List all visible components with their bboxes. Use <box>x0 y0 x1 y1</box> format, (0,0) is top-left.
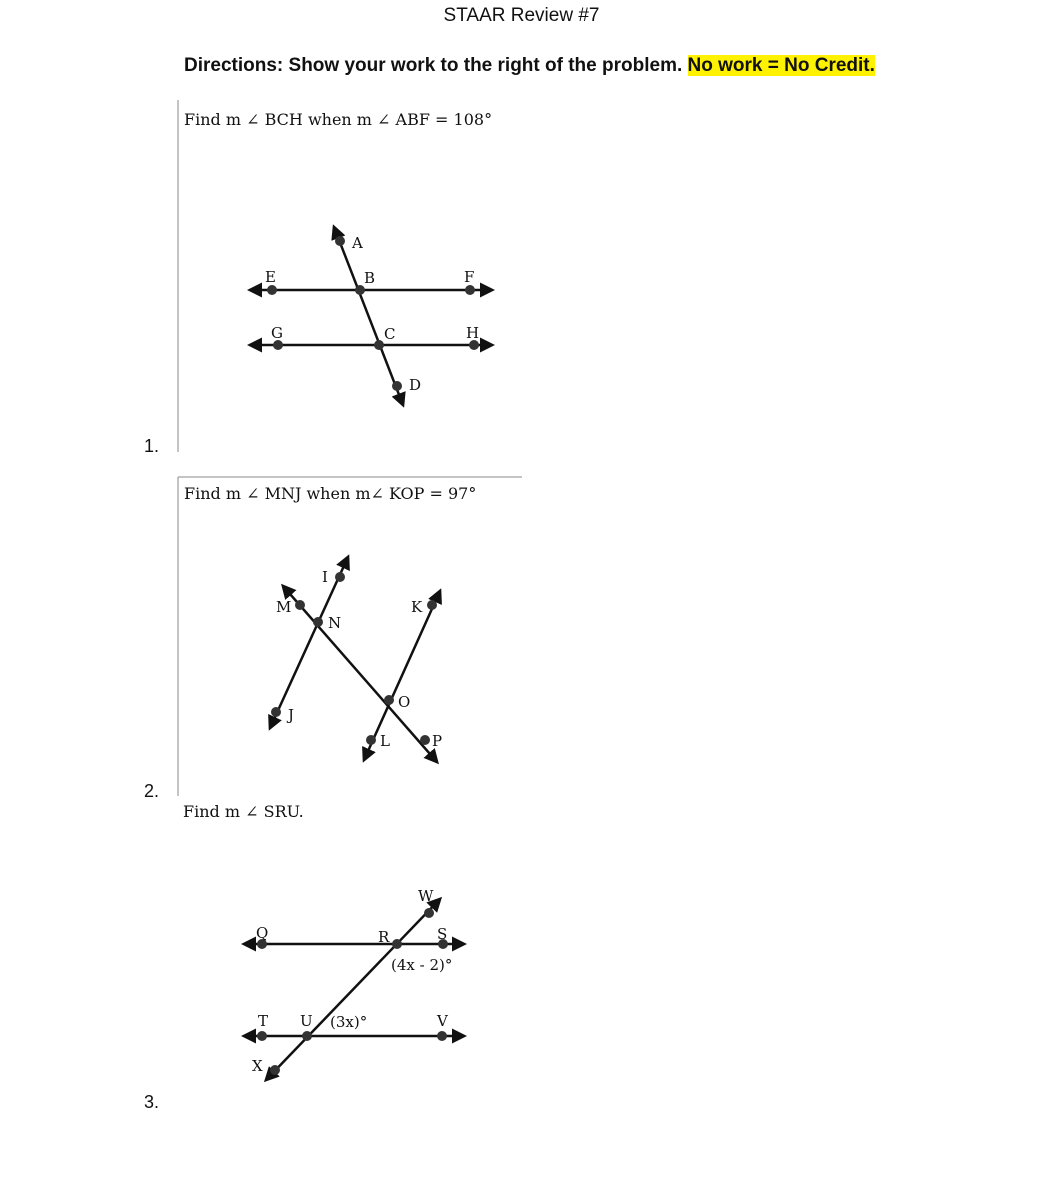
problem-3-number: 3. <box>144 1092 160 1112</box>
label-E: E <box>265 268 276 286</box>
directions-highlight: No work = No Credit. <box>687 55 875 76</box>
diagram-2 <box>270 557 443 762</box>
label-C: C <box>384 325 396 343</box>
label-J: J <box>288 706 295 724</box>
label-K: K <box>411 598 423 616</box>
label-N: N <box>328 614 342 632</box>
angle-label-4x-2: (4x - 2)° <box>391 956 453 974</box>
label-T: T <box>258 1012 269 1030</box>
label-H: H <box>466 324 480 342</box>
label-P: P <box>432 732 443 750</box>
label-D: D <box>409 376 422 394</box>
label-S: S <box>437 925 448 943</box>
problem-borders <box>178 100 522 796</box>
diagram-1 <box>250 227 492 405</box>
label-O: O <box>398 693 411 711</box>
label-L: L <box>380 732 390 750</box>
diagram-3 <box>244 899 464 1080</box>
problem-3-prompt: Find m ∠ SRU. <box>183 802 304 821</box>
label-U: U <box>300 1012 313 1030</box>
label-A: A <box>352 234 363 252</box>
diagram-1-points <box>267 236 479 391</box>
label-M: M <box>276 598 292 616</box>
angle-label-3x: (3x)° <box>330 1013 368 1031</box>
label-R: R <box>378 928 390 946</box>
label-B: B <box>364 269 376 287</box>
label-F: F <box>464 268 475 286</box>
label-G: G <box>271 324 283 342</box>
label-V: V <box>437 1012 448 1030</box>
problem-2-prompt: Find m ∠ MNJ when m∠ KOP = 97° <box>184 484 477 503</box>
label-I: I <box>322 568 328 586</box>
label-Q: Q <box>256 924 269 942</box>
problem-2-number: 2. <box>144 781 160 801</box>
directions-text: Directions: Show your work to the right of the problem. <box>184 55 688 76</box>
document-title: STAAR Review #7 <box>443 5 600 26</box>
problem-1-prompt: Find m ∠ BCH when m ∠ ABF = 108° <box>184 110 493 129</box>
label-X: X <box>252 1057 263 1075</box>
problem-1-number: 1. <box>144 436 160 456</box>
label-W: W <box>418 887 434 905</box>
